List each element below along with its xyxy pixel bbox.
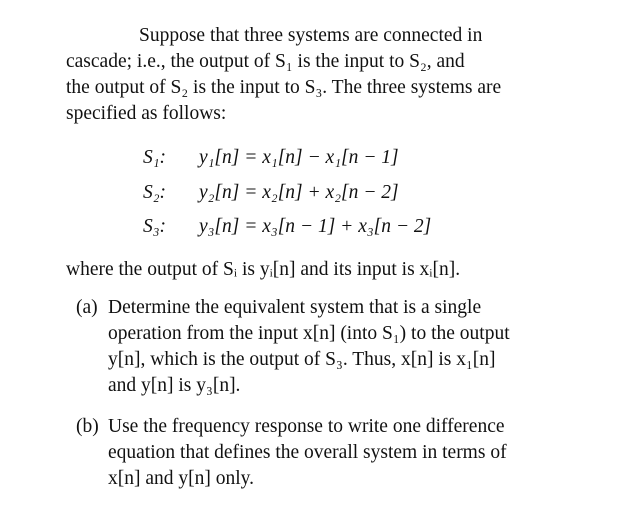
problem-intro xyxy=(66,23,536,127)
part-line: operation from the input x[n] (into S₁) to the output xyxy=(108,323,510,344)
equation-expression: y₁[n] = x₁[n] − x₁[n − 1] xyxy=(199,147,399,168)
equation-s2 xyxy=(143,180,399,206)
system-label: S₂: xyxy=(143,182,167,203)
equation-expression: y₂[n] = x₂[n] + x₂[n − 2] xyxy=(199,182,399,203)
part-label: (b) xyxy=(76,416,99,437)
intro-line: cascade; i.e., the output of S₁ is the input to S₂, and xyxy=(66,51,465,72)
part-line: x[n] and y[n] only. xyxy=(108,468,255,489)
part-line: Use the frequency response to write one difference xyxy=(108,416,505,437)
part-a xyxy=(76,295,536,399)
part-line: Determine the equivalent system that is a single xyxy=(108,297,482,318)
equation-s1 xyxy=(143,145,399,171)
part-body xyxy=(108,414,536,492)
system-label: S₁: xyxy=(143,147,167,168)
part-label: (a) xyxy=(76,297,98,318)
part-line: y[n], which is the output of S₃. Thus, x[n] is x₁[n] xyxy=(108,349,496,370)
where-statement: where the output of Sᵢ is yᵢ[n] and its input is xᵢ[n]. xyxy=(66,259,461,280)
equation-expression: y₃[n] = x₃[n − 1] + x₃[n − 2] xyxy=(199,216,432,237)
intro-line: the output of S₂ is the input to S₃. The three systems are xyxy=(66,77,502,98)
intro-line: Suppose that three systems are connected in xyxy=(139,25,483,46)
intro-line: specified as follows: xyxy=(66,103,227,124)
part-line: equation that defines the overall system in terms of xyxy=(108,442,507,463)
part-body xyxy=(108,295,536,399)
equation-s3 xyxy=(143,214,431,240)
part-line: and y[n] is y₃[n]. xyxy=(108,375,241,396)
part-b xyxy=(76,414,536,492)
system-label: S₃: xyxy=(143,216,167,237)
